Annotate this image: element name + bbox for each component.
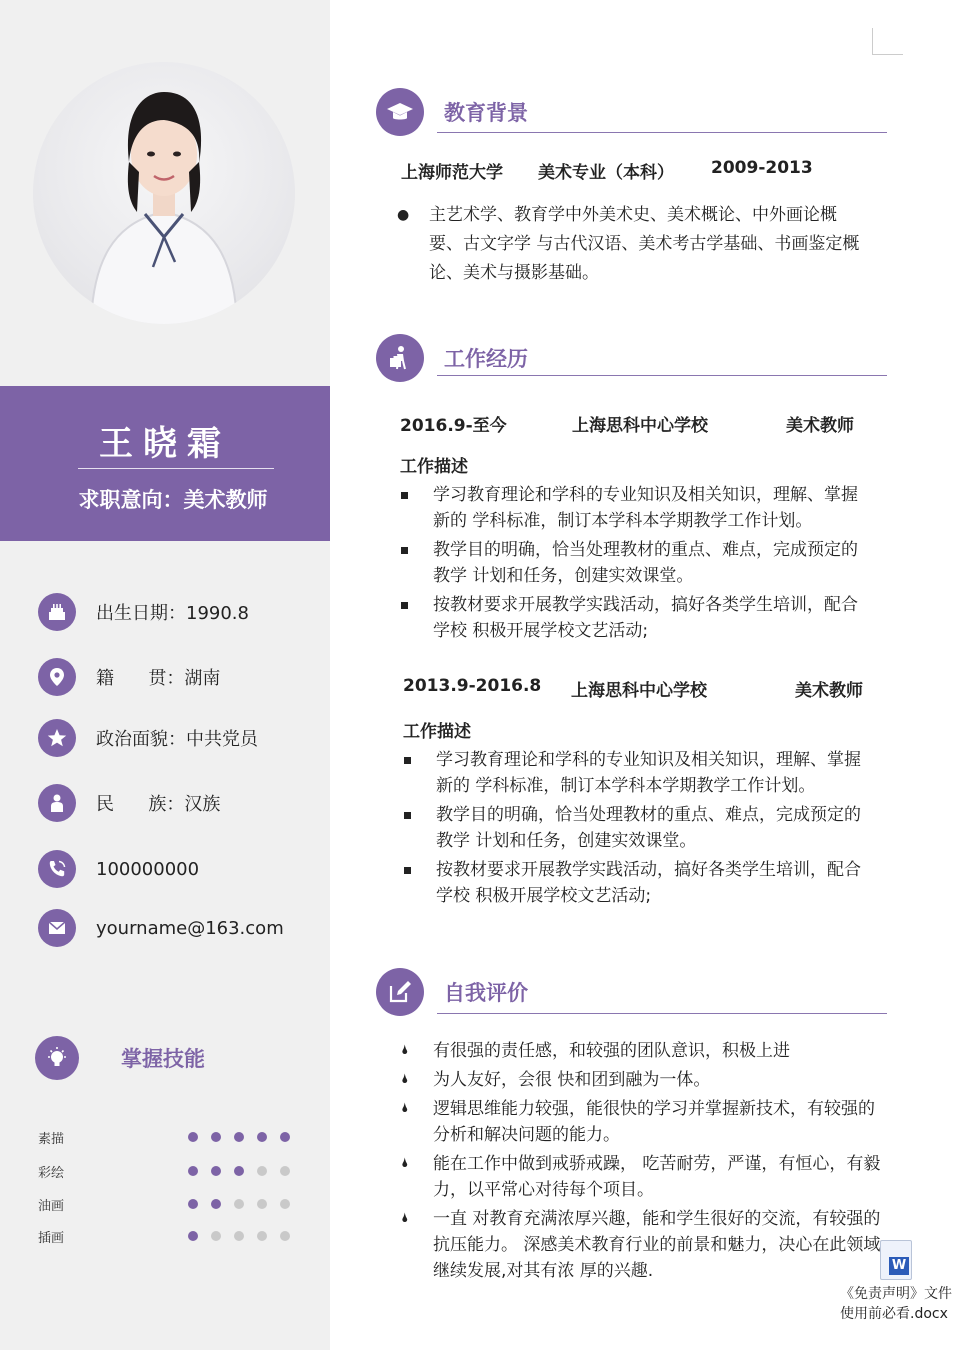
phone-icon: [38, 850, 76, 888]
list-item: [436, 857, 868, 909]
skill-dot-filled: [188, 1231, 198, 1241]
skill-dot-empty: [257, 1199, 267, 1209]
square-bullet-icon: [404, 802, 411, 828]
work-divider: [437, 375, 887, 376]
list-item: [401, 1206, 881, 1284]
list-item-text: 按教材要求开展教学实践活动，搞好各类学生培训，配合学校 积极开展学校文艺活动;: [433, 595, 858, 641]
self-eval-header: [376, 968, 528, 1016]
education-divider: [437, 132, 887, 133]
skill-dot-empty: [257, 1231, 267, 1241]
mail-icon: [38, 909, 76, 947]
list-item: [433, 482, 865, 534]
job-position: 美术教师: [795, 681, 863, 701]
bullet-dot-icon: ●: [397, 207, 410, 223]
candidate-name: 王晓霜: [99, 424, 231, 464]
skill-label: 素描: [38, 1132, 65, 1147]
skill-row: [38, 1128, 298, 1146]
info-text: 政治面貌：中共党员: [96, 729, 258, 750]
person-icon: [38, 784, 76, 822]
skill-dot-empty: [257, 1166, 267, 1176]
work-title: 工作经历: [444, 347, 528, 371]
skill-rating: [188, 1231, 303, 1241]
education-title: 教育背景: [444, 101, 528, 125]
skill-dot-filled: [211, 1199, 221, 1209]
list-item-text: 教学目的明确，恰当处理教材的重点、难点，完成预定的教学 计划和任务，创建实效课堂。: [436, 805, 861, 851]
name-banner: [0, 386, 330, 541]
education-header: [376, 88, 528, 136]
drop-bullet-icon: 🌢: [401, 1211, 409, 1226]
skill-dot-filled: [234, 1166, 244, 1176]
skill-dot-filled: [188, 1132, 198, 1142]
job-desc-list: [436, 747, 868, 912]
school-name: 上海师范大学: [401, 163, 503, 183]
courses-text: 主艺术学、教育学中外美术史、美术概论、中外画论概要、古文字学 与古代汉语、美术考古学基础、书画鉴定概论、美术与摄影基础。: [429, 205, 860, 283]
info-email: [38, 908, 284, 948]
list-item: [436, 747, 868, 799]
list-item: [433, 592, 865, 644]
info-hometown: [38, 657, 220, 697]
skill-dot-filled: [211, 1166, 221, 1176]
job-intent: 求职意向：美术教师: [78, 488, 268, 512]
list-item-text: 按教材要求开展教学实践活动，搞好各类学生培训，配合学校 积极开展学校文艺活动;: [436, 860, 861, 906]
lightbulb-icon: [35, 1036, 79, 1080]
list-item: [401, 1096, 881, 1148]
disclaimer-file-link[interactable]: [840, 1284, 952, 1324]
info-birth: [38, 592, 249, 632]
skill-dot-empty: [280, 1231, 290, 1241]
list-item: [401, 1067, 881, 1093]
skill-dot-filled: [188, 1166, 198, 1176]
page-corner-mark: [872, 28, 903, 55]
list-item-text: 学习教育理论和学科的专业知识及相关知识，理解、掌握新的 学科标准，制订本学科本学期教学工作计划。: [436, 750, 861, 796]
list-item-text: 逻辑思维能力较强，能很快的学习并掌握新技术，有较强的分析和解决问题的能力。: [433, 1099, 875, 1145]
star-icon: [38, 719, 76, 757]
skill-rating: [188, 1132, 303, 1142]
drop-bullet-icon: 🌢: [401, 1043, 409, 1058]
job-desc-title: 工作描述: [400, 457, 468, 477]
graduation-cap-icon: [376, 88, 424, 136]
self-eval-list: [401, 1038, 881, 1287]
courses-item: [397, 201, 864, 288]
list-item: [401, 1151, 881, 1203]
skill-rating: [188, 1166, 303, 1176]
square-bullet-icon: [401, 592, 408, 618]
job-company: 上海思科中心学校: [571, 681, 707, 701]
job-period: 2013.9-2016.8: [403, 676, 542, 696]
info-ethnicity: [38, 783, 220, 823]
skill-label: 油画: [38, 1199, 65, 1214]
list-item-text: 有很强的责任感，和较强的团队意识，积极上进: [433, 1041, 790, 1061]
briefcase-icon: [376, 334, 424, 382]
word-file-icon[interactable]: [880, 1240, 912, 1280]
skill-row: [38, 1227, 298, 1245]
self-eval-title: 自我评价: [444, 981, 528, 1005]
info-text: 籍 贯：湖南: [96, 668, 221, 689]
drop-bullet-icon: 🌢: [401, 1072, 409, 1087]
list-item: [436, 802, 868, 854]
skill-label: 彩绘: [38, 1166, 65, 1181]
skill-dot-filled: [280, 1132, 290, 1142]
edit-icon: [376, 968, 424, 1016]
list-item-text: 教学目的明确，恰当处理教材的重点、难点，完成预定的教学 计划和任务，创建实效课堂。: [433, 540, 858, 586]
info-text: 出生日期：1990.8: [96, 603, 249, 624]
disclaimer-line-1: 《免责声明》文件: [840, 1286, 952, 1302]
info-political: [38, 718, 258, 758]
job-desc-title: 工作描述: [403, 722, 471, 742]
info-text: 100000000: [96, 858, 200, 880]
skills-header: [35, 1036, 205, 1080]
job-period: 2016.9-至今: [400, 416, 507, 436]
job-company: 上海思科中心学校: [572, 416, 708, 436]
skill-dot-empty: [234, 1199, 244, 1209]
skill-row: [38, 1195, 298, 1213]
square-bullet-icon: [401, 537, 408, 563]
info-text: yourname@163.com: [96, 917, 284, 939]
info-text: 民 族：汉族: [96, 794, 221, 815]
square-bullet-icon: [404, 747, 411, 773]
drop-bullet-icon: 🌢: [401, 1101, 409, 1116]
major-name: 美术专业（本科）: [538, 163, 674, 183]
self-eval-divider: [437, 1013, 887, 1014]
skill-label: 插画: [38, 1231, 65, 1246]
location-pin-icon: [38, 658, 76, 696]
education-period: 2009-2013: [711, 158, 813, 178]
word-badge: W: [889, 1257, 909, 1275]
skill-dot-filled: [234, 1132, 244, 1142]
square-bullet-icon: [401, 482, 408, 508]
skill-dot-empty: [234, 1231, 244, 1241]
skills-title: 掌握技能: [121, 1047, 205, 1071]
job-position: 美术教师: [786, 416, 854, 436]
list-item: [433, 537, 865, 589]
list-item-text: 为人友好，会很 快和团到融为一体。: [433, 1070, 711, 1090]
skill-dot-empty: [280, 1199, 290, 1209]
drop-bullet-icon: 🌢: [401, 1156, 409, 1171]
list-item: [401, 1038, 881, 1064]
skill-dot-filled: [188, 1199, 198, 1209]
skill-dot-filled: [257, 1132, 267, 1142]
info-phone: [38, 849, 199, 889]
skill-row: [38, 1162, 298, 1180]
skill-dot-filled: [211, 1132, 221, 1142]
cake-icon: [38, 593, 76, 631]
name-divider: [78, 468, 274, 469]
profile-photo: [33, 62, 295, 324]
list-item-text: 一直 对教育充满浓厚兴趣，能和学生很好的交流，有较强的抗压能力。 深感美术教育行业的前景和魅力，决心在此领域继续发展,对其有浓 厚的兴趣.: [433, 1209, 881, 1281]
skill-rating: [188, 1199, 303, 1209]
skill-dot-empty: [280, 1166, 290, 1176]
disclaimer-line-2: 使用前必看.docx: [840, 1306, 948, 1322]
list-item-text: 能在工作中做到戒骄戒躁， 吃苦耐劳，严谨，有恒心，有毅力，以平常心对待每个项目。: [433, 1154, 881, 1200]
skill-dot-empty: [211, 1231, 221, 1241]
square-bullet-icon: [404, 857, 411, 883]
job-desc-list: [433, 482, 865, 647]
list-item-text: 学习教育理论和学科的专业知识及相关知识，理解、掌握新的 学科标准，制订本学科本学期教学工作计划。: [433, 485, 858, 531]
sidebar: [0, 0, 330, 1350]
